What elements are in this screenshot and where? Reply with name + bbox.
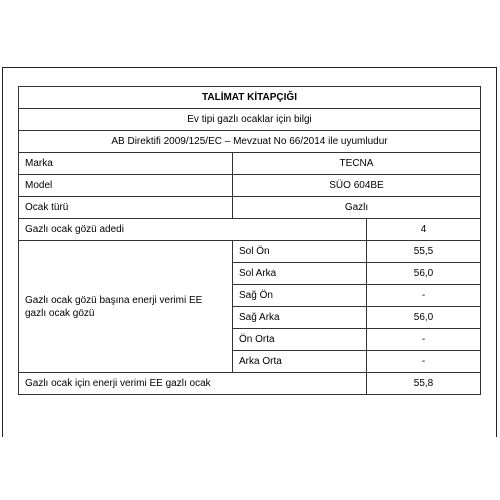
- burner-name: Sağ Arka: [233, 307, 367, 329]
- directive-text: AB Direktifi 2009/125/EC – Mevzuat No 66/2014 ile uyumludur: [19, 131, 481, 153]
- table-row: [19, 219, 481, 241]
- table-row: [19, 153, 481, 175]
- total-efficiency-label: Gazlı ocak için enerji verimi EE gazlı ocak: [19, 373, 367, 395]
- table-row: [19, 175, 481, 197]
- brand-label: Marka: [19, 153, 233, 175]
- burner-count-label: Gazlı ocak gözü adedi: [19, 219, 367, 241]
- brand-value: TECNA: [233, 153, 481, 175]
- burner-value: -: [367, 285, 481, 307]
- burner-name: Sol Ön: [233, 241, 367, 263]
- burner-value: -: [367, 351, 481, 373]
- table-row: [19, 197, 481, 219]
- burner-name: Ön Orta: [233, 329, 367, 351]
- table-row: [19, 373, 481, 395]
- burner-value: 56,0: [367, 263, 481, 285]
- document-subtitle: Ev tipi gazlı ocaklar için bilgi: [19, 109, 481, 131]
- document-title: TALİMAT KİTAPÇIĞI: [19, 87, 481, 109]
- efficiency-group-label: Gazlı ocak gözü başına enerji verimi EE gazlı ocak gözü: [19, 241, 233, 373]
- model-value: SÜO 604BE: [233, 175, 481, 197]
- total-efficiency-value: 55,8: [367, 373, 481, 395]
- burner-value: 55,5: [367, 241, 481, 263]
- table-row: [19, 241, 481, 263]
- model-label: Model: [19, 175, 233, 197]
- burner-name: Arka Orta: [233, 351, 367, 373]
- burner-value: -: [367, 329, 481, 351]
- hob-type-label: Ocak türü: [19, 197, 233, 219]
- hob-type-value: Gazlı: [233, 197, 481, 219]
- burner-name: Sağ Ön: [233, 285, 367, 307]
- burner-value: 56,0: [367, 307, 481, 329]
- burner-name: Sol Arka: [233, 263, 367, 285]
- burner-count-value: 4: [367, 219, 481, 241]
- product-info-table: [18, 86, 481, 395]
